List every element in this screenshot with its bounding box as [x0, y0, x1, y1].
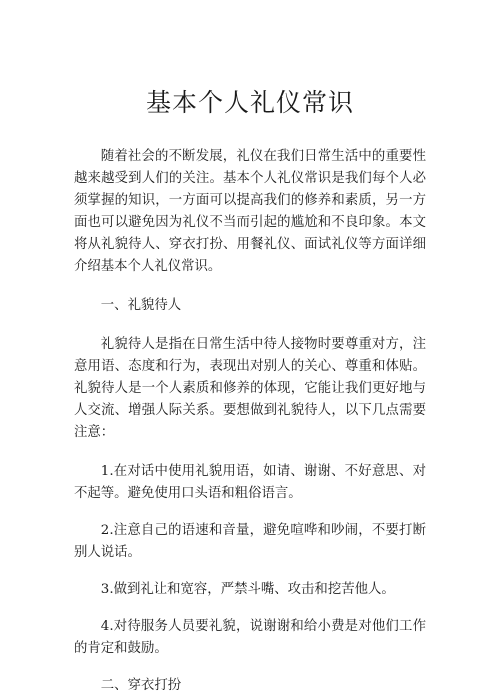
- intro-paragraph: 随着社会的不断发展，礼仪在我们日常生活中的重要性越来越受到人们的关注。基本个人礼仪常识是我们每个人必须掌握的知识，一方面可以提高我们的修养和素质，另一方面也可以避免因为礼仪不当而引起的尴尬和不良印象。本文将从礼貌待人、穿衣打扮、用餐礼仪、面试礼仪等方面详细介绍基本个人礼仪常识。: [74, 149, 426, 274]
- list-item: 1.在对话中使用礼貌用语，如请、谢谢、不好意思、对不起等。避免使用口头语和粗俗语言。: [74, 464, 426, 501]
- list-item: 2.注意自己的语速和音量，避免喧哗和吵闹，不要打断别人说话。: [74, 523, 426, 560]
- list-item: 3.做到礼让和宽容，严禁斗嘴、攻击和挖苦他人。: [100, 582, 395, 597]
- section-heading-courtesy: 一、礼貌待人: [100, 298, 182, 313]
- document-title: 基本个人礼仪常识: [145, 88, 354, 117]
- courtesy-paragraph: 礼貌待人是指在日常生活中待人接物时要尊重对方，注意用语、态度和行为，表现出对别人的关心、尊重和体贴。礼貌待人是一个人素质和修养的体现，它能让我们更好地与人交流、增强人际关系。要想做到礼貌待人，以下几点需要注意：: [74, 337, 426, 440]
- section-heading-dress: 二、穿衣打扮: [100, 678, 182, 693]
- list-item: 4.对待服务人员要礼貌，说谢谢和给小费是对他们工作的肯定和鼓励。: [74, 619, 426, 656]
